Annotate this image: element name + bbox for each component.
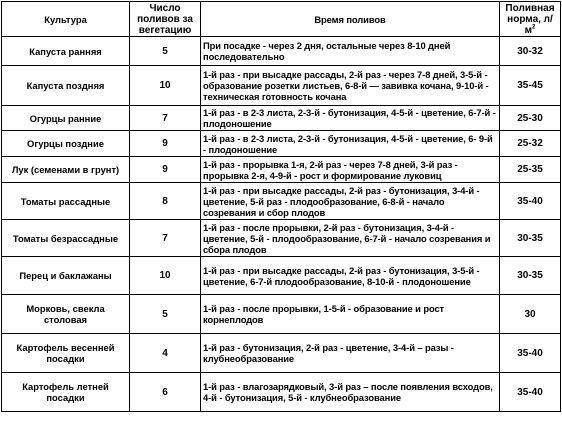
crop-cell: Огурцы ранние <box>2 106 130 131</box>
time-cell: 1-й раз - при высадке рассады, 2-й раз - через 7-8 дней, 3-5-й - образование розетки листьев, 6-8-й — завивка кочана, 9-10-й - техническая готовность кочана <box>201 66 500 106</box>
crop-cell: Картофель весенней посадки <box>2 334 130 373</box>
time-cell: 1-й раз - после прорывки, 1-5-й - образование и рост корнеплодов <box>201 295 500 334</box>
time-cell: 1-й раз - бутонизация, 2-й раз - цветение, 3-4-й – разы - клубнеобразование <box>201 334 500 373</box>
table-row <box>2 131 561 157</box>
table-header-row <box>2 2 561 37</box>
header-watering-time: Время поливов <box>201 2 500 37</box>
count-cell: 10 <box>130 257 201 295</box>
header-norm-superscript: 2 <box>532 24 536 31</box>
norm-cell: 30-35 <box>500 257 561 295</box>
norm-cell: 35-45 <box>500 66 561 106</box>
crop-cell: Томаты безрассадные <box>2 220 130 257</box>
time-cell: При посадке - через 2 дня, остальные через 8-10 дней последовательно <box>201 37 500 66</box>
norm-cell: 25-30 <box>500 106 561 131</box>
norm-cell: 35-40 <box>500 373 561 412</box>
table-row <box>2 37 561 66</box>
count-cell: 7 <box>130 106 201 131</box>
table-row <box>2 257 561 295</box>
norm-cell: 35-40 <box>500 183 561 220</box>
header-watering-norm <box>500 2 561 37</box>
count-cell: 5 <box>130 37 201 66</box>
count-cell: 8 <box>130 183 201 220</box>
time-cell: 1-й раз - после прорывки, 2-й раз - бутонизация, 3-4-й - цветение, 5-й - плодообразование, 6-7-й - начало созревания и сбора плодов <box>201 220 500 257</box>
watering-schedule-table <box>1 1 561 412</box>
count-cell: 6 <box>130 373 201 412</box>
table-row <box>2 334 561 373</box>
crop-cell: Капуста ранняя <box>2 37 130 66</box>
time-cell: 1-й раз - влагозарядковый, 3-й раз – после появления всходов, 4-й - бутонизация, 5-й - клубнеобразование <box>201 373 500 412</box>
norm-cell: 25-35 <box>500 157 561 183</box>
count-cell: 5 <box>130 295 201 334</box>
table-row <box>2 220 561 257</box>
time-cell: 1-й раз - в 2-3 листа, 2-3-й - бутонизация, 4-5-й - цветение, 6- 9-й - плодоношение <box>201 131 500 157</box>
crop-cell: Морковь, свекла столовая <box>2 295 130 334</box>
norm-cell: 35-40 <box>500 334 561 373</box>
header-watering-count: Число поливов за вегетацию <box>130 2 201 37</box>
table-row <box>2 295 561 334</box>
count-cell: 7 <box>130 220 201 257</box>
time-cell: 1-й раз - при высадке рассады, 2-й раз - бутонизация, 3-4-й - цветение, 5-й раз - плодообразование, 6-8-й - начало созревания и сбор плодов <box>201 183 500 220</box>
crop-cell: Томаты рассадные <box>2 183 130 220</box>
norm-cell: 30 <box>500 295 561 334</box>
count-cell: 9 <box>130 157 201 183</box>
header-crop: Культура <box>2 2 130 37</box>
count-cell: 10 <box>130 66 201 106</box>
crop-cell: Огурцы поздние <box>2 131 130 157</box>
count-cell: 4 <box>130 334 201 373</box>
norm-cell: 30-35 <box>500 220 561 257</box>
norm-cell: 30-32 <box>500 37 561 66</box>
table-row <box>2 157 561 183</box>
count-cell: 9 <box>130 131 201 157</box>
crop-cell: Перец и баклажаны <box>2 257 130 295</box>
time-cell: 1-й раз - прорывка 1-я, 2-й раз - через 7-8 дней, 3-й раз - прорывка 2-я, 4-9-й - рост и формирование луковиц <box>201 157 500 183</box>
table-row <box>2 66 561 106</box>
table-row <box>2 373 561 412</box>
table-row <box>2 106 561 131</box>
header-norm-text: Поливная норма, л/м <box>505 2 555 36</box>
norm-cell: 25-32 <box>500 131 561 157</box>
time-cell: 1-й раз - при высадке рассады, 2-й раз - бутонизация, 3-5-й - цветение, 6-7-й плодообразование, 8-10-й - плодоношение <box>201 257 500 295</box>
crop-cell: Картофель летней посадки <box>2 373 130 412</box>
time-cell: 1-й раз - в 2-3 листа, 2-3-й - бутонизация, 4-5-й - цветение, 6-7-й - плодоношение <box>201 106 500 131</box>
table-row <box>2 183 561 220</box>
crop-cell: Лук (семенами в грунт) <box>2 157 130 183</box>
crop-cell: Капуста поздняя <box>2 66 130 106</box>
